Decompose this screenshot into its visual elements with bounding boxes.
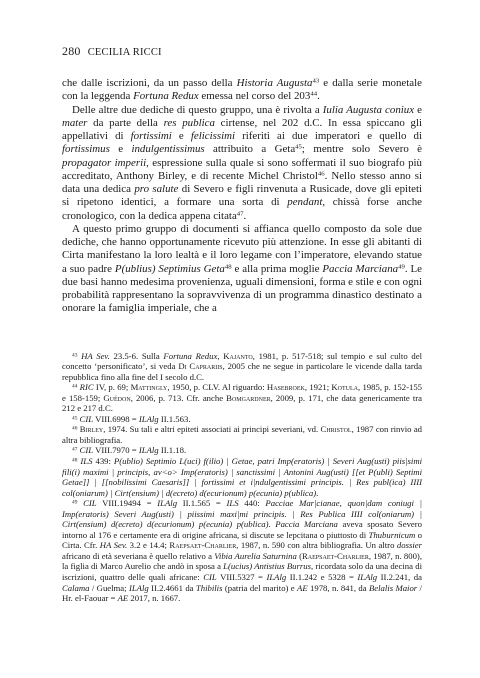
page-number: 280 [62,44,81,58]
footnote-48: $^{48}$ ILS 439: P(ublio) Septimio L(uci) f(ilio) | Getae, patri Imp(eratoris) | Severi Aug(usti) piis|simi fili(i) maximi | principis, av<o> Imp(eratoris) | sanctissimi | Antonini Aug(usti) [[et P(ubli) Septimi Getae]] | [[nobilissimi Caesaris]] | fortissimi et i|ndulgentissimi principis. | Res publ(ica) IIII col(oniarum) | Cirt(ensium) | d(ecreto) d(ecurionum) p(ecunia) p(ublica). [62,455,423,498]
running-header [62,44,422,59]
running-head-author: CECILIA RICCI [87,47,162,58]
paragraph: che dalle iscrizioni, da un passo della Historia Augusta$^{43}$ e dalla serie monetale con la leggenda Fortuna Redux emessa nel corso del $203^{44}$. [62,77,422,103]
body-text [62,77,422,316]
footnote-44: $^{44}$ RIC IV, p. 69; Mattingly, 1950, p. CLV. Al riguardo: Hasebroek, 1921; Kotula, 1985, p. 152-155 e 158-159; Guédon, 2006, p. 713. Cfr. anche Bomgardner, 2009, p. 171, che data genericamente tra 212 e 217 d.C. [62,382,423,414]
footnote-43: $^{43}$ HA Sev. 23.5-6. Sulla Fortuna Redux, Kajanto, 1981, p. 517-518; sul tempio e sul culto del concetto ‘personificato’, si veda Di Caprariis, 2005 che ne segue in particolare le vicende dalla tarda repubblica fino alla fine del I secolo d.C. [62,350,422,382]
footnote-46: $^{46}$ Birley, 1974. Su tali e altri epiteti associati ai principi severiani, vd. Christol, 1987 con rinvio ad altra bibliografia. [62,424,423,445]
footnote-45: $^{45}$ CIL VIII.6998 = ILAlg II.1.563. [72,413,191,424]
document-page [62,44,422,604]
paragraph: Delle altre due dediche di questo gruppo, una è rivolta a Iulia Augusta coniux e mater da parte della res publica cirtense, nel 202 d.C. In essa spiccano gli appellativi di fortissimi e felicissimi riferiti ai due imperatori e quello di fortissimus e indulgentissimus attribuito a Geta$^{45}$; mentre solo Severo è propagator imperii, espressione sulla quale si sono soffermati il suo biografo più accreditato, Anthony Birley, e di recente Michel Christol$^{46}$. Nello stesso anno si data una dedica pro salute di Severo e figli rinvenuta a Rusicade, dove gli epiteti si ripetono identici, a formare una sorta di pendant, chissà forse anche cronologico, con la dedica appena citata$^{47}$. [62,103,423,222]
footnote-49: $^{49}$ CIL VIII.19494 = ILAlg II.1.565 = ILS 440: Pacciae Mar|cianae, quon|dam coniugi | Imp(eratoris) Severi Aug(usti) | piissimi maxi|mi principis. | Res Publica IIII col(oniarum) | Cirt(ensium) d(ecreto) d(ecurionum) p(ecunia) p(ublica). Paccia Marciana aveva sposato Severo intorno al 176 e certamente era di origine africana, si discute se lepcitana o piuttosto di Thuburnicum o Cirta. Cfr. HA Sev. 3.2 e 14.4; Raepsaet-Charlier, 1987, n. 590 con altra bibliografia. Un altro dossier africano di età severiana è quello relativo a Vibia Aurelia Saturnina (Raepsaet-Charlier, 1987, n. 800), la figlia di Marco Aurelio che andò in sposa a L(ucius) Antistius Burrus, ricordata solo da una decina di iscrizioni, quattro delle quali africane: CIL VIII.5327 = ILAlg II.1.242 e 5328 = ILAlg II.2.241, da Calama / Guelma; ILAlg II.2.4661 da Thibilis (patria del marito) e AE 1978, n. 841, da Belalis Maior / Hr. el-Faouar = AE 2017, n. 1667. [62,498,423,604]
footnotes [62,351,422,604]
footnote-47: $^{47}$ CIL VIII.7970 = ILAlg II.1.18. [72,445,187,456]
paragraph: A questo primo gruppo di documenti si affianca quello composto da sole due dediche, che hanno opportunamente ricevuto più attenzione. In esse gli abitanti di Cirta manifestano la loro lealtà e il loro legame con l’imperatore, elevando statue a suo padre P(ublius) Septimius Geta$^{48}$ e alla prima moglie Paccia Marciana$^{49}$. Le due basi hanno medesima provenienza, uguali dimensioni, forma e stile e con ogni probabilità rappresentano la sopravvivenza di un programma dinastico destinato a onorare la famiglia imperiale, che a [62,222,422,315]
